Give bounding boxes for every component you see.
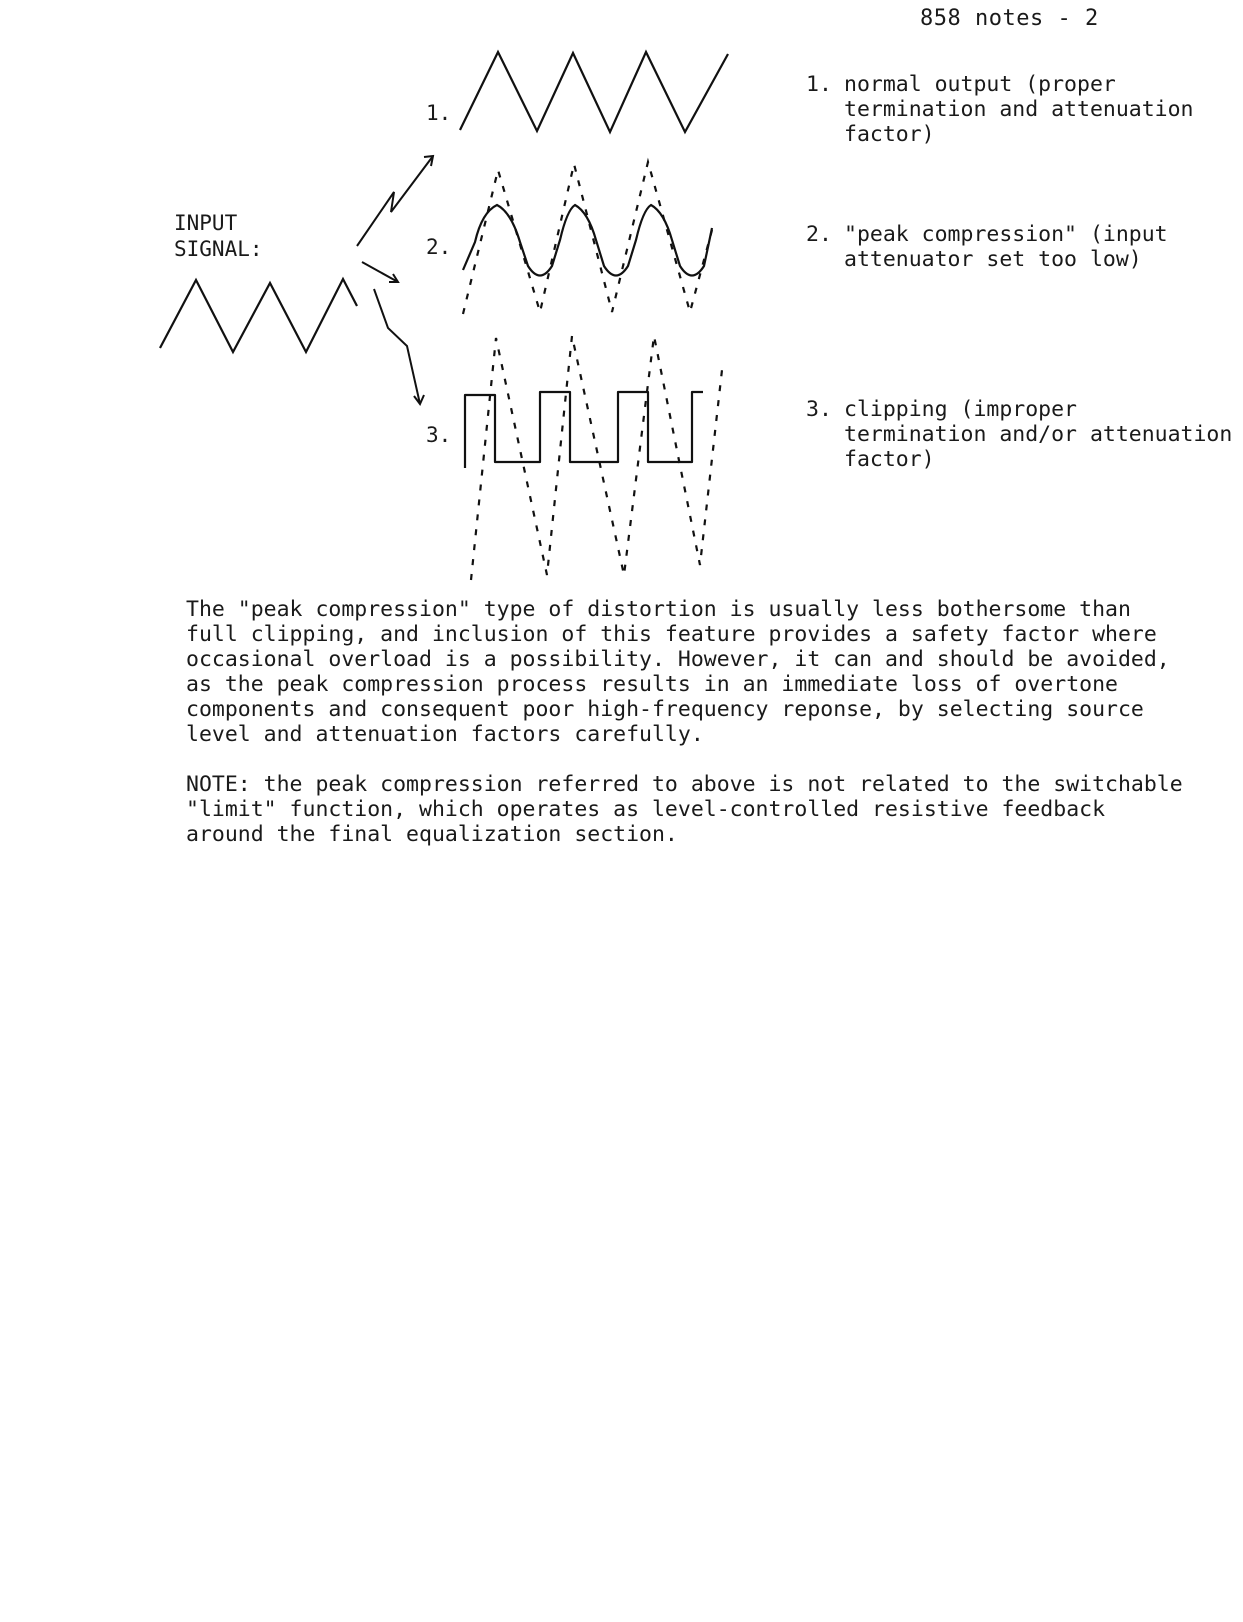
arrow-to-wave-3 bbox=[374, 289, 424, 404]
legend-text: clipping (improper termination and/or attenuation factor) bbox=[844, 397, 1233, 472]
legend-number: 2. bbox=[806, 222, 832, 247]
input-signal-wave bbox=[160, 279, 357, 352]
wave-label-3: 3. bbox=[426, 423, 452, 447]
input-signal-label-line2: SIGNAL: bbox=[174, 237, 263, 261]
legend-text: "peak compression" (input attenuator set too low) bbox=[844, 222, 1168, 272]
legend-number: 3. bbox=[806, 397, 832, 422]
note-paragraph: NOTE: the peak compression referred to above is not related to the switchable "limit" function, which operates as level-controlled resistive feedback around the final equalization section. bbox=[186, 772, 1183, 847]
arrow-to-wave-2 bbox=[362, 262, 398, 282]
input-signal-label-line1: INPUT bbox=[174, 211, 238, 235]
legend-number: 1. bbox=[806, 72, 832, 97]
page-header: 858 notes - 2 bbox=[920, 6, 1099, 31]
wave-3-ideal-dashed bbox=[471, 336, 722, 580]
wave-label-2: 2. bbox=[426, 235, 452, 259]
wave-2-ideal-dashed bbox=[463, 162, 712, 314]
wave-1-normal-output bbox=[460, 52, 728, 132]
arrow-to-wave-1 bbox=[357, 156, 433, 246]
body-paragraph: The "peak compression" type of distortion is usually less bothersome than full clipping, and inclusion of this feature provides a safety factor where occasional overload is a possibility. However, it can and should be avoided, as the peak compression process results in an immediate loss of overtone components and consequent poor high-frequency reponse, by selecting source level and attenuation factors carefully. bbox=[186, 597, 1170, 747]
wave-2-compressed-output bbox=[463, 205, 712, 276]
legend-text: normal output (proper termination and attenuation factor) bbox=[844, 72, 1194, 147]
wave-label-1: 1. bbox=[426, 101, 452, 125]
